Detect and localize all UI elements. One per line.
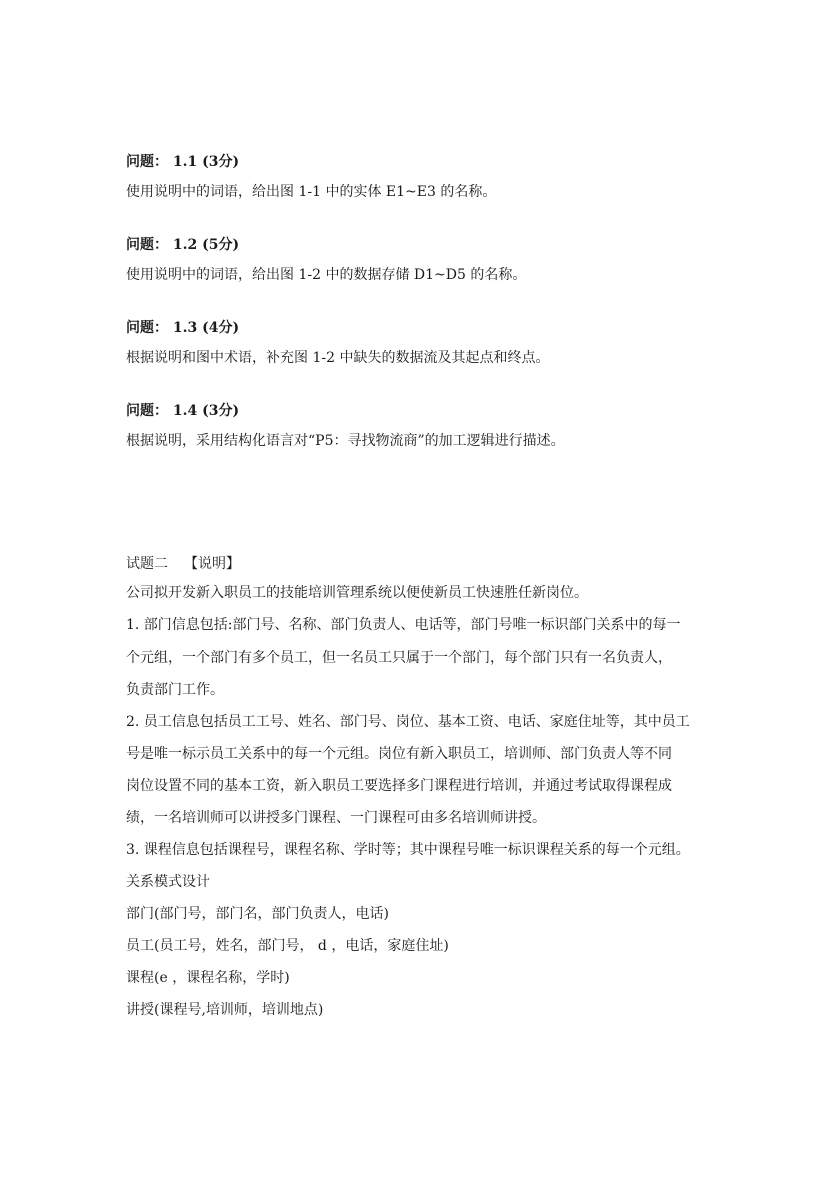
question-points: (5分) [202, 237, 240, 253]
question-points: (4分) [202, 320, 240, 336]
body-line: 绩，一名培训师可以讲授多门课程、一门课程可由多名培训师讲授。 [126, 810, 546, 826]
question-number: 1.4 [172, 403, 198, 419]
question-prefix: 问题： [126, 154, 168, 170]
relation-schema-line: 部门(部门号，部门名，部门负责人，电话) [126, 906, 389, 922]
section-heading [126, 554, 240, 574]
question-number: 1.3 [172, 320, 198, 336]
question-heading [126, 401, 239, 421]
question-points: (3分) [202, 154, 240, 170]
question-text: 使用说明中的词语，给出图 1-2 中的数据存储 D1~D5 的名称。 [126, 267, 527, 283]
question-number: 1.1 [172, 154, 198, 170]
relation-schema-line: 讲授(课程号,培训师，培训地点) [126, 1002, 324, 1018]
body-line: 2. 员工信息包括员工工号、姓名、部门号、岗位、基本工资、电话、家庭住址等，其中员工 [126, 714, 690, 730]
question-prefix: 问题： [126, 403, 168, 419]
section-title: 试题二 [126, 556, 168, 572]
section-subtitle: 【说明】 [184, 556, 240, 572]
question-number: 1.2 [172, 237, 198, 253]
question-heading [126, 152, 239, 172]
relation-schema-line: 员工(员工号，姓名，部门号， d ，电话，家庭住址) [126, 938, 449, 954]
question-text: 使用说明中的词语，给出图 1-1 中的实体 E1~E3 的名称。 [126, 184, 497, 200]
relation-schema-line: 课程(e ，课程名称，学时) [126, 970, 290, 986]
body-line: 公司拟开发新入职员工的技能培训管理系统以便使新员工快速胜任新岗位。 [126, 585, 588, 601]
body-line: 号是唯一标示员工关系中的每一个元组。岗位有新入职员工，培训师、部门负责人等不同 [126, 746, 672, 762]
body-line: 岗位设置不同的基本工资，新入职员工要选择多门课程进行培训，并通过考试取得课程成 [126, 778, 672, 794]
question-text: 根据说明和图中术语，补充图 1-2 中缺失的数据流及其起点和终点。 [126, 350, 550, 366]
body-line: 1. 部门信息包括:部门号、名称、部门负责人、电话等，部门号唯一标识部门关系中的每一 [126, 617, 681, 633]
body-line: 3. 课程信息包括课程号，课程名称、学时等；其中课程号唯一标识课程关系的每一个元组。 [126, 842, 690, 858]
question-text: 根据说明，采用结构化语言对“P5：寻找物流商”的加工逻辑进行描述。 [126, 433, 565, 449]
question-prefix: 问题： [126, 320, 168, 336]
question-heading [126, 318, 239, 338]
question-heading [126, 235, 239, 255]
body-line: 关系模式设计 [126, 874, 210, 890]
question-points: (3分) [202, 403, 240, 419]
body-line: 负责部门工作。 [126, 682, 224, 698]
question-prefix: 问题： [126, 237, 168, 253]
body-line: 个元组，一个部门有多个员工，但一名员工只属于一个部门，每个部门只有一名负责人， [126, 650, 672, 666]
